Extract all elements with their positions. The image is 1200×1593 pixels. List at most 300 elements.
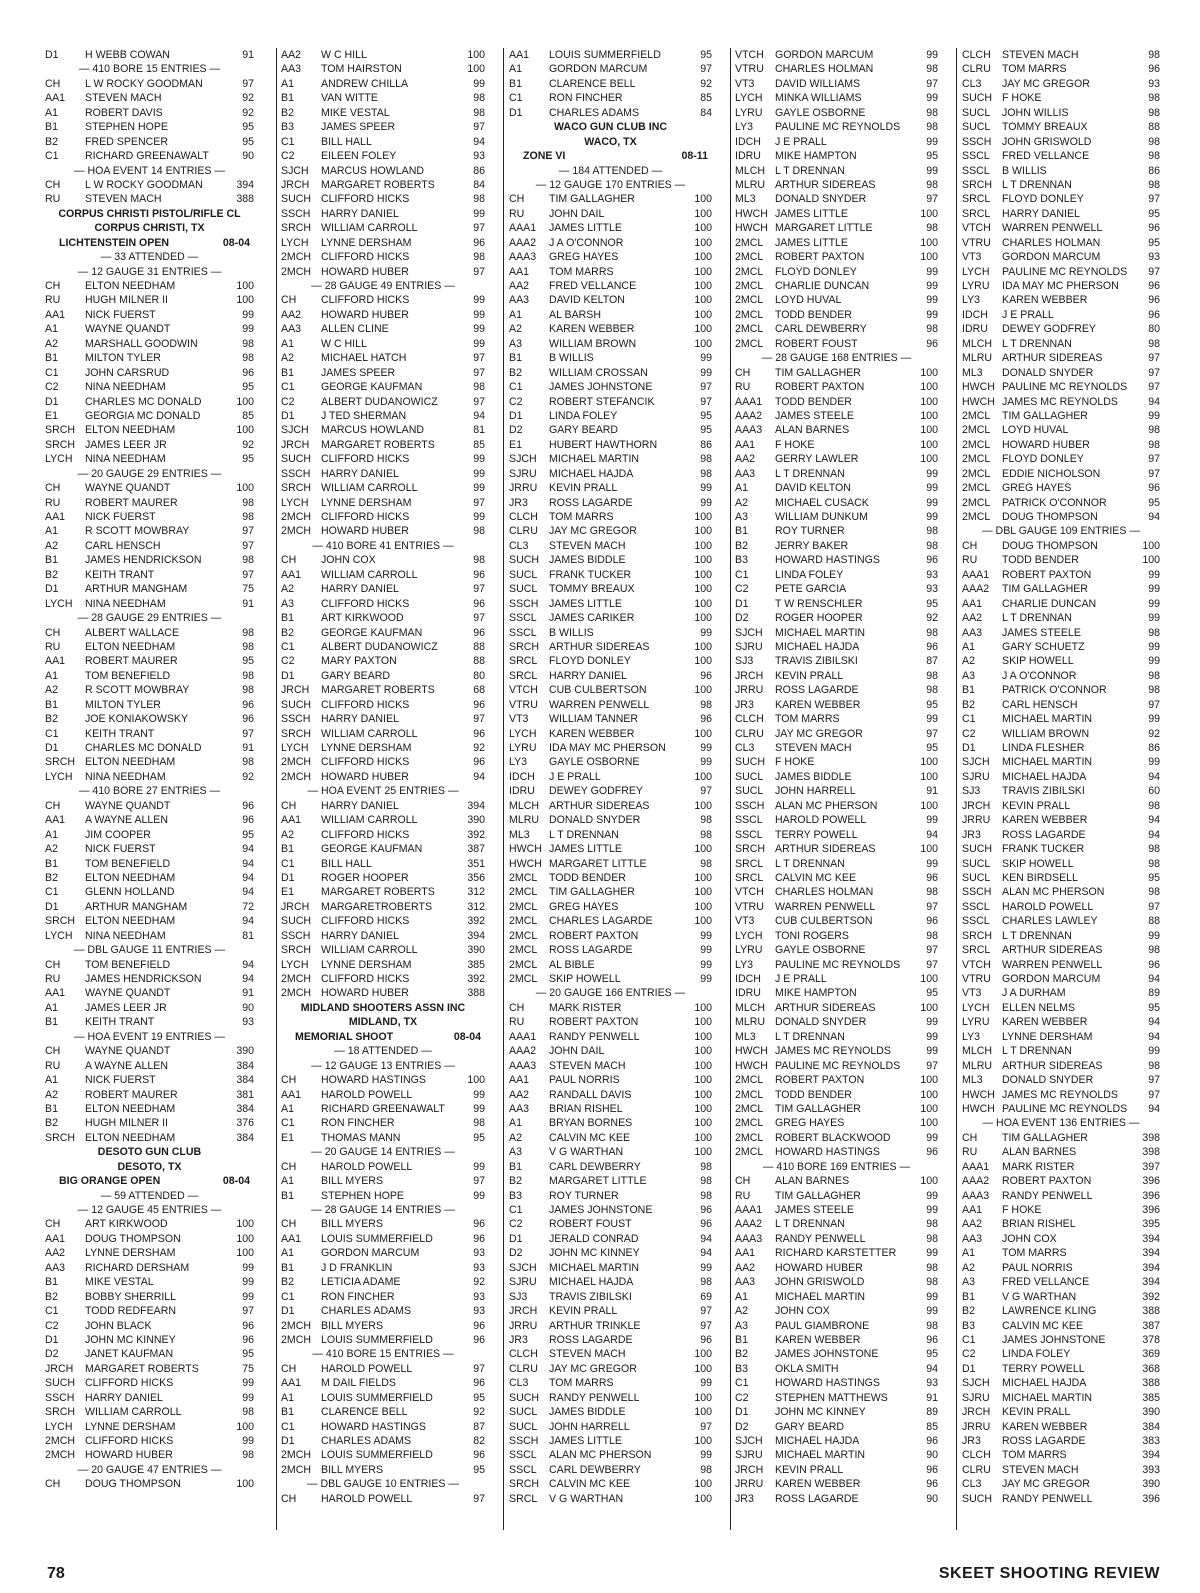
shooter-name: ALBERT WALLACE	[85, 626, 180, 639]
class-code: A1	[281, 1175, 294, 1188]
class-code: CLCH	[509, 1348, 538, 1361]
score: 81	[242, 929, 254, 942]
class-code: JRCH	[962, 799, 991, 812]
class-code: C2	[45, 381, 59, 394]
shoot-heading	[509, 149, 712, 163]
shooter-name: PAULINE MC REYNOLDS	[1002, 381, 1128, 394]
result-row	[509, 597, 712, 611]
class-code: E1	[281, 1131, 294, 1144]
score: 394	[1142, 1232, 1160, 1245]
score: 97	[700, 1305, 712, 1318]
class-code: A1	[45, 828, 58, 841]
shooter-name: ROSS LAGARDE	[1002, 828, 1086, 841]
score: 97	[473, 1492, 485, 1505]
result-row	[45, 510, 254, 524]
score: 390	[467, 944, 485, 957]
score: 98	[700, 1189, 712, 1202]
club-heading: CORPUS CHRISTI, TX	[94, 222, 205, 235]
result-row	[735, 958, 938, 972]
class-code: CH	[281, 554, 297, 567]
class-code: D1	[962, 742, 976, 754]
shooter-name: CALVIN MC KEE	[549, 1131, 631, 1144]
shooter-name: WAYNE QUANDT	[85, 987, 171, 1000]
class-code: JRCH	[281, 684, 310, 697]
class-code: CH	[45, 1478, 61, 1491]
result-row	[281, 409, 485, 423]
shooter-name: JAMES LITTLE	[549, 222, 622, 235]
score: 96	[473, 1449, 485, 1462]
result-row	[45, 929, 254, 943]
shooter-name: L T DRENNAN	[1002, 612, 1072, 625]
shooter-name: HAROLD POWELL	[321, 1492, 413, 1505]
class-code: CH	[509, 193, 525, 206]
class-code: A1	[45, 1074, 58, 1087]
result-row	[281, 1304, 485, 1318]
shooter-name: TIM GALLAGHER	[549, 193, 635, 206]
score: 95	[242, 121, 254, 134]
result-row	[962, 597, 1160, 611]
class-code: IDCH	[509, 770, 535, 783]
score: 100	[694, 871, 712, 884]
event-separator: — 28 GAUGE 168 ENTRIES —	[761, 352, 912, 365]
score: 98	[926, 1218, 938, 1231]
shooter-name: GAYLE OSBORNE	[775, 944, 866, 957]
class-code: RU	[45, 193, 61, 206]
shooter-name: V G WARTHAN	[549, 1146, 624, 1159]
score: 98	[926, 669, 938, 682]
class-code: B1	[509, 1160, 522, 1173]
class-code: LY3	[735, 958, 754, 971]
class-code: SJCH	[962, 756, 990, 769]
class-code: SJRU	[509, 467, 537, 480]
class-code: B1	[45, 1276, 58, 1289]
shooter-name: JAMES LITTLE	[549, 843, 622, 856]
class-code: SUCH	[45, 1377, 76, 1390]
score: 97	[1148, 1088, 1160, 1101]
result-row	[735, 510, 938, 524]
result-row	[281, 452, 485, 466]
score: 94	[926, 828, 938, 841]
score: 99	[242, 1391, 254, 1404]
result-row	[45, 1015, 254, 1029]
result-row	[735, 380, 938, 394]
shooter-name: JIM COOPER	[85, 828, 151, 841]
class-code: 2MCL	[962, 438, 991, 451]
class-code: LYCH	[509, 727, 537, 740]
result-row	[962, 813, 1160, 827]
shooter-name: JOHN COX	[775, 1305, 830, 1318]
score: 100	[694, 684, 712, 697]
result-row	[735, 611, 938, 625]
result-row	[45, 958, 254, 972]
result-row	[509, 221, 712, 235]
result-row	[962, 784, 1160, 798]
shooter-name: KEVIN PRALL	[775, 669, 844, 682]
shooter-name: RICHARD DERSHAM	[85, 1261, 190, 1274]
class-code: 2MCL	[735, 1102, 764, 1115]
score: 100	[694, 770, 712, 783]
class-code: MLCH	[962, 337, 993, 350]
class-code: SSCL	[509, 612, 537, 625]
shooter-name: CARL DEWBERRY	[549, 1463, 641, 1476]
result-row	[45, 1319, 254, 1333]
result-row	[45, 1448, 254, 1462]
score: 97	[1148, 265, 1160, 278]
class-code: E1	[509, 438, 522, 451]
score: 91	[242, 597, 254, 610]
class-code: 2MCL	[735, 280, 764, 292]
class-code: C1	[281, 640, 295, 653]
shooter-name: IDA MAY MC PHERSON	[1002, 280, 1119, 292]
score: 98	[926, 539, 938, 552]
result-row	[281, 1492, 485, 1506]
class-code: SJ3	[735, 655, 754, 668]
result-row	[45, 828, 254, 842]
class-code: A1	[281, 1247, 294, 1260]
shooter-name: R SCOTT MOWBRAY	[85, 684, 190, 697]
class-code: AAA3	[962, 1189, 990, 1202]
shooter-name: MILTON TYLER	[85, 698, 161, 711]
class-code: B1	[281, 843, 294, 856]
score: 100	[236, 294, 254, 307]
result-row	[509, 1434, 712, 1448]
class-code: SSCL	[962, 915, 990, 928]
result-row	[281, 1463, 485, 1477]
class-code: HWCH	[962, 1102, 995, 1115]
result-row	[281, 236, 485, 250]
result-row	[962, 1232, 1160, 1246]
class-code: CLCH	[962, 49, 991, 61]
class-code: SSCL	[962, 164, 990, 177]
event-separator: — 20 GAUGE 47 ENTRIES —	[77, 1463, 222, 1476]
shooter-name: CHARLES MC DONALD	[85, 742, 202, 754]
event-separator: — 12 GAUGE 13 ENTRIES —	[311, 1059, 455, 1072]
result-row	[962, 106, 1160, 120]
class-code: SSCL	[735, 814, 763, 827]
score: 90	[926, 1492, 938, 1505]
shooter-name: L T DRENNAN	[549, 828, 619, 841]
result-row	[281, 654, 485, 668]
shooter-name: TOM MARRS	[775, 713, 840, 726]
result-row	[735, 1319, 938, 1333]
result-row	[962, 192, 1160, 206]
shooter-name: WILLIAM BROWN	[549, 337, 637, 350]
shooter-name: WAYNE QUANDT	[85, 482, 171, 495]
result-row	[962, 1217, 1160, 1231]
class-code: RU	[735, 1189, 751, 1202]
shooter-name: JOHN MC KINNEY	[549, 1247, 640, 1260]
class-code: LYCH	[735, 929, 763, 942]
score: 98	[926, 222, 938, 235]
shooter-name: FLOYD DONLEY	[1002, 453, 1084, 466]
score: 384	[1142, 1420, 1160, 1433]
result-row	[45, 799, 254, 813]
score: 93	[473, 1305, 485, 1318]
result-row	[45, 597, 254, 611]
result-row	[281, 640, 485, 654]
result-row	[45, 1405, 254, 1419]
class-code: JRRU	[962, 1420, 991, 1433]
score: 96	[473, 597, 485, 610]
result-row	[962, 1059, 1160, 1073]
score: 96	[700, 1218, 712, 1231]
class-code: B2	[45, 1290, 58, 1303]
class-code: RU	[45, 1059, 61, 1072]
shooter-name: ARTHUR SIDEREAS	[549, 640, 650, 653]
result-row	[509, 1088, 712, 1102]
score: 92	[473, 742, 485, 754]
result-row	[509, 192, 712, 206]
class-code: B1	[45, 857, 58, 870]
class-code: JRCH	[735, 669, 764, 682]
shooter-name: CHARLES HOLMAN	[1002, 236, 1101, 249]
score: 100	[694, 583, 712, 596]
result-row	[281, 1246, 485, 1260]
shooter-name: ROY TURNER	[549, 1189, 619, 1202]
shooter-name: JAMES STEELE	[775, 409, 854, 422]
shooter-name: MICHAEL MARTIN	[1002, 1391, 1093, 1404]
class-code: JRCH	[735, 1463, 764, 1476]
score: 100	[920, 1117, 938, 1130]
class-code: A2	[735, 496, 748, 509]
score: 98	[926, 525, 938, 538]
score: 90	[242, 150, 254, 163]
score: 97	[926, 193, 938, 206]
class-code: AA1	[45, 655, 66, 668]
result-row	[509, 106, 712, 120]
shooter-name: STEPHEN HOPE	[321, 1189, 405, 1202]
class-code: B3	[735, 554, 748, 567]
score: 95	[700, 49, 712, 61]
event-separator: — 12 GAUGE 45 ENTRIES —	[77, 1204, 222, 1216]
result-row	[509, 683, 712, 697]
results-column	[281, 48, 485, 1506]
result-row	[962, 293, 1160, 307]
class-code: C2	[281, 395, 295, 408]
result-row	[735, 1059, 938, 1073]
result-row	[962, 438, 1160, 452]
result-row	[281, 914, 485, 928]
result-row	[509, 1463, 712, 1477]
score: 100	[694, 640, 712, 653]
score: 100	[694, 525, 712, 538]
shooter-name: JOE KONIAKOWSKY	[85, 713, 189, 726]
shooter-name: NICK FUERST	[85, 511, 156, 523]
event-separator: — HOA EVENT 25 ENTRIES —	[307, 785, 459, 798]
class-code: SUCL	[962, 871, 991, 884]
class-code: IDRU	[509, 785, 535, 798]
shooter-name: JOHN GRISWOLD	[775, 1276, 865, 1289]
score: 75	[242, 1362, 254, 1375]
event-separator: — 33 ATTENDED —	[100, 251, 199, 264]
shooter-name: BILL HALL	[321, 857, 372, 870]
shoot-date: 08-04	[222, 236, 250, 249]
result-row	[281, 1217, 485, 1231]
result-row	[735, 582, 938, 596]
class-code: JR3	[962, 828, 981, 841]
class-code: SSCH	[509, 1435, 539, 1447]
result-row	[281, 885, 485, 899]
shooter-name: F HOKE	[775, 756, 815, 769]
score: 93	[1148, 77, 1160, 90]
score: 100	[694, 539, 712, 552]
class-code: LYCH	[962, 1001, 990, 1014]
score: 99	[242, 1290, 254, 1303]
shooter-name: WILLIAM CARROLL	[321, 482, 418, 495]
score: 99	[700, 352, 712, 365]
class-code: SRCH	[281, 482, 312, 495]
score: 98	[1148, 626, 1160, 639]
result-row	[281, 1160, 485, 1174]
event-separator: — DBL GAUGE 109 ENTRIES —	[982, 525, 1140, 538]
result-row	[45, 481, 254, 495]
score: 99	[926, 467, 938, 480]
shooter-name: M DAIL FIELDS	[321, 1377, 396, 1390]
class-code: SRCH	[509, 1478, 540, 1491]
shooter-name: ROBERT MAURER	[85, 1088, 178, 1101]
result-row	[281, 712, 485, 726]
shooter-name: MARGARET ROBERTS	[321, 684, 435, 697]
shooter-name: JOHN DAIL	[549, 1045, 605, 1058]
class-code: CH	[281, 1492, 297, 1505]
shooter-name: DEWEY GODFREY	[549, 785, 643, 798]
result-row	[735, 279, 938, 293]
class-code: SUCL	[509, 1420, 538, 1433]
shooter-name: ARTHUR SIDEREAS	[1002, 944, 1103, 957]
score: 96	[1148, 958, 1160, 971]
shooter-name: L T DRENNAN	[1002, 1045, 1072, 1058]
shooter-name: NINA NEEDHAM	[85, 929, 166, 942]
shooter-name: F HOKE	[1002, 1204, 1042, 1216]
result-row	[509, 1174, 712, 1188]
result-row	[45, 1232, 254, 1246]
score: 99	[926, 857, 938, 870]
shooter-name: DOUG THOMPSON	[1002, 511, 1098, 523]
result-row	[962, 236, 1160, 250]
score: 88	[1148, 121, 1160, 134]
score: 100	[236, 1247, 254, 1260]
result-row	[962, 799, 1160, 813]
event-separator: — 12 GAUGE 31 ENTRIES —	[77, 265, 222, 278]
score: 97	[700, 63, 712, 76]
class-code: AA2	[962, 1218, 983, 1231]
class-code: D1	[509, 409, 523, 422]
magazine-title: SKEET SHOOTING REVIEW	[938, 1565, 1160, 1582]
class-code: ML3	[735, 1030, 756, 1043]
shooter-name: KEVIN PRALL	[775, 1463, 844, 1476]
score: 312	[467, 886, 485, 899]
class-code: AA2	[509, 280, 530, 292]
class-code: D2	[45, 1348, 59, 1361]
score: 384	[236, 1074, 254, 1087]
shooter-name: ROSS LAGARDE	[775, 684, 859, 697]
score: 392	[467, 828, 485, 841]
score: 97	[242, 1305, 254, 1318]
result-row	[509, 828, 712, 842]
shooter-name: ROSS LAGARDE	[549, 944, 633, 957]
result-row	[735, 799, 938, 813]
shooter-name: STEVEN MACH	[549, 1348, 626, 1361]
result-row	[45, 106, 254, 120]
score: 390	[236, 1045, 254, 1058]
class-code: SUCH	[735, 756, 766, 769]
shooter-name: EILEEN FOLEY	[321, 150, 397, 163]
score: 99	[473, 207, 485, 220]
result-row	[735, 741, 938, 755]
class-code: SSCH	[281, 713, 311, 726]
score: 94	[242, 871, 254, 884]
score: 96	[473, 698, 485, 711]
score: 97	[1148, 381, 1160, 394]
score: 85	[473, 438, 485, 451]
result-row	[509, 1232, 712, 1246]
score: 100	[920, 453, 938, 466]
shooter-name: CLIFFORD HICKS	[321, 756, 410, 769]
score: 99	[473, 1160, 485, 1173]
shooter-name: JOHN GRISWOLD	[1002, 135, 1092, 148]
class-code: SUCH	[281, 698, 312, 711]
score: 100	[920, 1074, 938, 1087]
result-row	[962, 409, 1160, 423]
class-code: 2MCL	[735, 265, 764, 278]
score: 98	[926, 178, 938, 191]
shooter-name: HARRY DANIEL	[321, 583, 399, 596]
result-row	[509, 62, 712, 76]
class-code: B3	[735, 1362, 748, 1375]
score: 100	[694, 1348, 712, 1361]
score: 99	[926, 814, 938, 827]
shooter-name: HOWARD HASTINGS	[321, 1420, 426, 1433]
shooter-name: ROBERT PAXTON	[549, 929, 639, 942]
score: 99	[242, 1435, 254, 1447]
result-row	[735, 568, 938, 582]
shooter-name: TOMMY BREAUX	[549, 583, 635, 596]
score: 100	[920, 236, 938, 249]
class-code: CH	[735, 366, 751, 379]
class-code: A3	[509, 337, 522, 350]
score: 98	[926, 1261, 938, 1274]
score: 99	[926, 49, 938, 61]
score: 100	[467, 1074, 485, 1087]
score: 99	[926, 511, 938, 523]
shooter-name: CHARLIE DUNCAN	[775, 280, 870, 292]
shooter-name: JERRY BAKER	[775, 539, 849, 552]
result-row	[509, 1203, 712, 1217]
shooter-name: ALAN BARNES	[775, 424, 850, 437]
shooter-name: CHARLES HOLMAN	[775, 886, 874, 899]
result-row	[281, 192, 485, 206]
class-code: HWCH	[735, 222, 768, 235]
shooter-name: BRIAN RISHEL	[1002, 1218, 1076, 1231]
shooter-name: L T DRENNAN	[1002, 929, 1072, 942]
shooter-name: ELLEN NELMS	[1002, 1001, 1076, 1014]
score: 100	[694, 1045, 712, 1058]
result-row	[45, 351, 254, 365]
shooter-name: JAMES MC REYNOLDS	[775, 1045, 891, 1058]
score: 100	[920, 756, 938, 769]
shooter-name: WARREN PENWELL	[1002, 222, 1103, 235]
result-row	[735, 452, 938, 466]
result-row	[45, 654, 254, 668]
shooter-name: JOHN BLACK	[85, 1319, 152, 1332]
shooter-name: R SCOTT MOWBRAY	[85, 525, 190, 538]
class-code: CLRU	[962, 63, 991, 76]
result-row	[509, 871, 712, 885]
score: 99	[700, 944, 712, 957]
shooter-name: TOM MARRS	[549, 1377, 614, 1390]
shooter-name: JOHN WILLIS	[1002, 106, 1069, 119]
shooter-name: TODD BENDER	[775, 1088, 852, 1101]
